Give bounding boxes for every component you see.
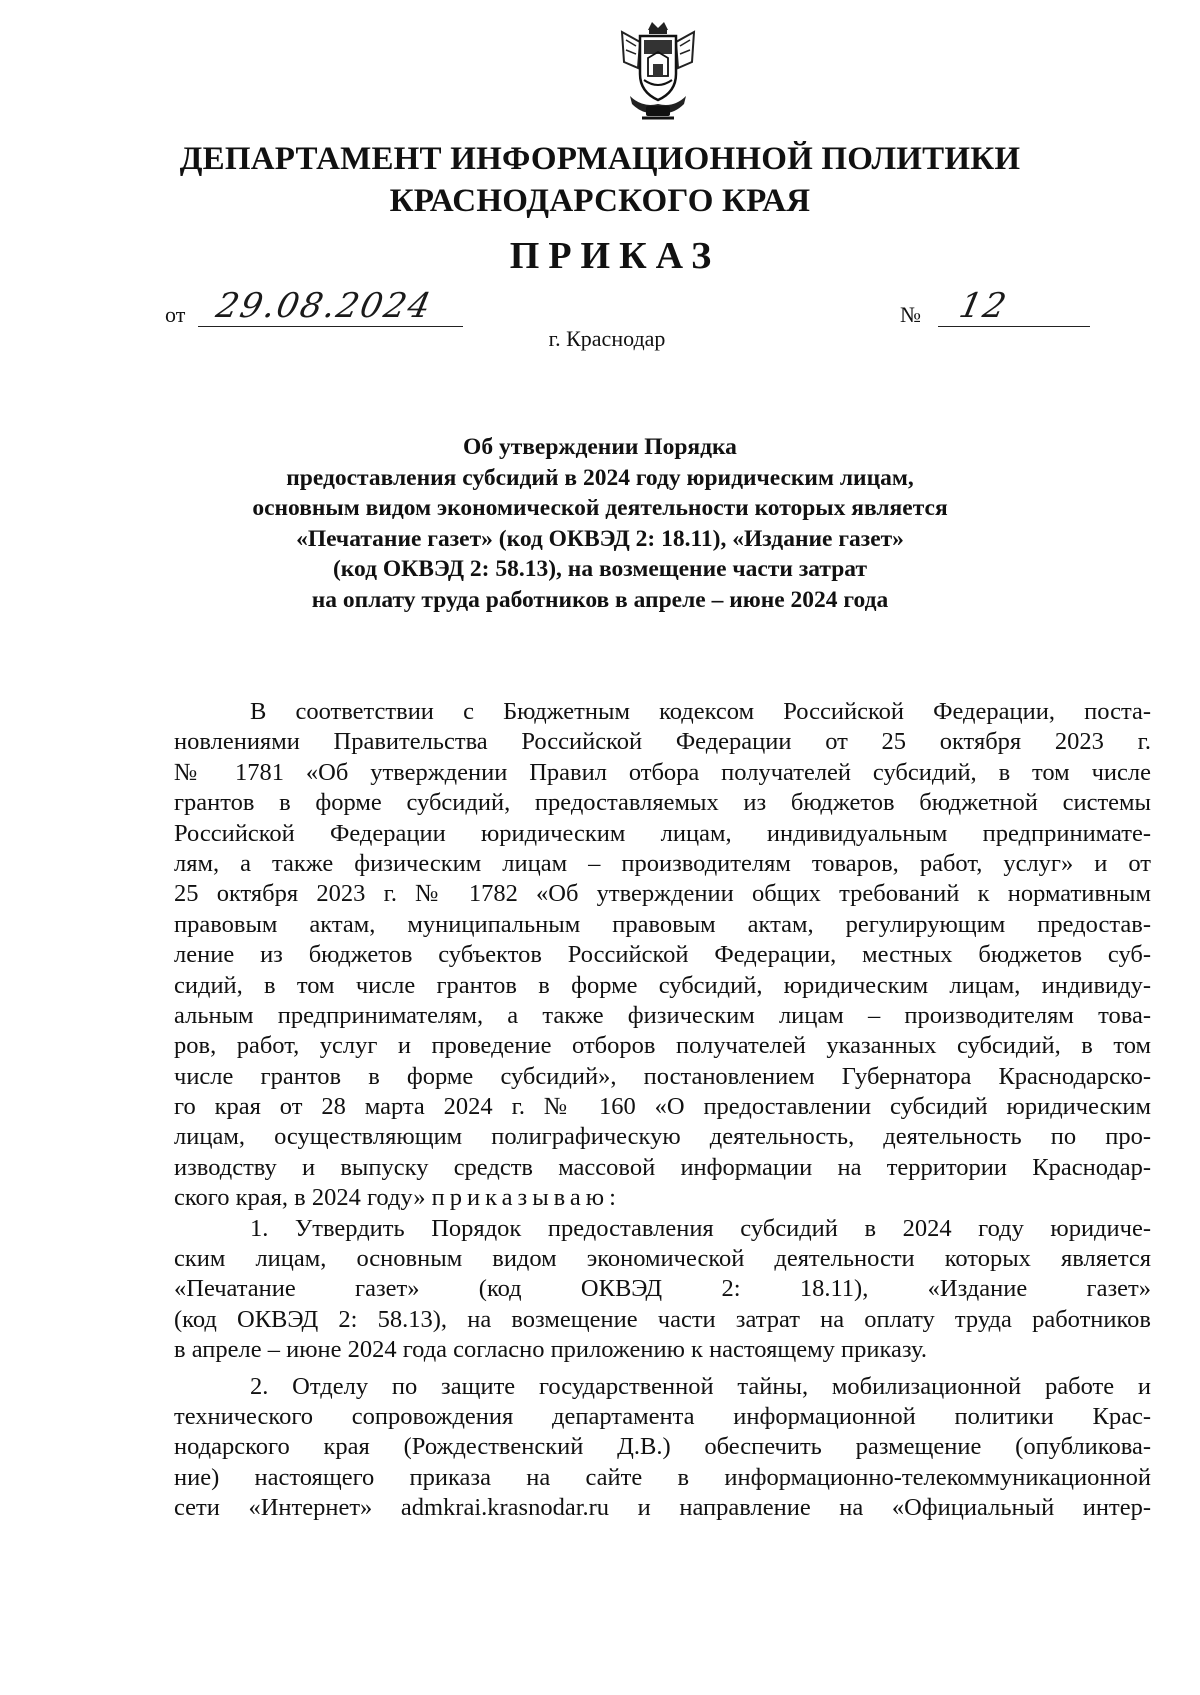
body-line: ров, работ, услуг и проведение отборов получателей указанных субсидий, в том <box>174 1032 1151 1060</box>
body-line: 25 октября 2023 г. № 1782 «Об утверждении общих требований к нормативным <box>174 880 1151 908</box>
subject-line: основным видом экономической деятельности которых является <box>252 495 948 522</box>
body-line: В соответствии с Бюджетным кодексом Российской Федерации, поста- <box>250 698 1151 725</box>
body-line-last <box>174 1183 1151 1213</box>
body-line: сидий, в том числе грантов в форме субсидий, юридическим лицам, индивиду- <box>174 971 1151 999</box>
body-line: ским лицам, основным видом экономической деятельности которых является <box>174 1245 1151 1273</box>
number-handwritten: 12 <box>955 286 1012 326</box>
item-1-paragraph <box>174 1214 1151 1366</box>
body-line: ление из бюджетов субъектов Российской Федерации, местных бюджетов суб- <box>174 941 1151 969</box>
body-line: числе грантов в форме субсидий», постановлением Губернатора Краснодарско- <box>174 1062 1151 1090</box>
city: г. Краснодар <box>548 326 666 351</box>
body-line: сети «Интернет» admkrai.krasnodar.ru и направление на «Официальный интер- <box>174 1494 1151 1522</box>
order-word: приказываю: <box>431 1184 621 1212</box>
date-handwritten: 29.08.2024 <box>212 286 436 326</box>
preamble-ending: ского края, в 2024 году» <box>174 1184 426 1212</box>
document-kind: ПРИКАЗ <box>509 235 721 277</box>
body-line: (код ОКВЭД 2: 58.13), на возмещение части затрат на оплату труда работников <box>174 1305 1151 1333</box>
subject-line: предоставления субсидий в 2024 году юридическим лицам, <box>286 464 914 491</box>
body-line: го края от 28 марта 2024 г. № 160 «О предоставлении субсидий юридическим <box>174 1093 1151 1121</box>
body-line: 2. Отделу по защите государственной тайны, мобилизационной работе и <box>250 1372 1151 1400</box>
body-line: правовым актам, муниципальным правовым актам, регулирующим предостав- <box>174 910 1151 938</box>
order-body <box>174 697 1151 1524</box>
subject-line: (код ОКВЭД 2: 58.13), на возмещение части затрат <box>332 556 867 583</box>
preamble-paragraph <box>174 697 1151 1214</box>
item-2-paragraph <box>174 1372 1151 1524</box>
body-line: «Печатание газет» (код ОКВЭД 2: 18.11), «Издание газет» <box>174 1275 1151 1303</box>
department-title-line1: ДЕПАРТАМЕНТ ИНФОРМАЦИОННОЙ ПОЛИТИКИ <box>179 141 1021 177</box>
body-line: нодарского края (Рождественский Д.В.) обеспечить размещение (опубликова- <box>174 1433 1151 1461</box>
body-line: ние) настоящего приказа на сайте в информационно-телекоммуникационной <box>174 1463 1151 1491</box>
body-line: альным предпринимателям, а также физическим лицам – производителям това- <box>174 1001 1151 1029</box>
subject-line: Об утверждении Порядка <box>463 434 737 460</box>
number-prefix: № <box>900 302 921 327</box>
body-line: лям, а также физическим лицам – производителям товаров, работ, услуг» и от <box>174 849 1151 877</box>
body-line: 1. Утвердить Порядок предоставления субсидий в 2024 году юридиче- <box>250 1214 1151 1242</box>
subject-line: на оплату труда работников в апреле – июне 2024 года <box>311 586 889 613</box>
body-line: технического сопровождения департамента информационной политики Крас- <box>174 1402 1151 1430</box>
body-line: лицам, осуществляющим полиграфическую деятельность, деятельность по про- <box>174 1123 1151 1151</box>
body-line: в апреле – июне 2024 года согласно приложению к настоящему приказу. <box>174 1336 927 1364</box>
krasnodar-coat-of-arms-icon <box>618 18 698 122</box>
body-line: изводству и выпуску средств массовой информации на территории Краснодар- <box>174 1153 1151 1181</box>
body-line: грантов в форме субсидий, предоставляемых из бюджетов бюджетной системы <box>174 789 1151 817</box>
body-line: новлениями Правительства Российской Федерации от 25 октября 2023 г. <box>174 728 1151 756</box>
body-line: Российской Федерации юридическим лицам, индивидуальным предпринимате- <box>174 819 1151 847</box>
body-line: № 1781 «Об утверждении Правил отбора получателей субсидий, в том числе <box>174 758 1151 786</box>
order-subject <box>0 432 1200 616</box>
department-title-line2: КРАСНОДАРСКОГО КРАЯ <box>389 183 811 219</box>
subject-line: «Печатание газет» (код ОКВЭД 2: 18.11), «Издание газет» <box>296 525 904 552</box>
department-title <box>0 138 1200 222</box>
date-prefix: от <box>165 302 186 327</box>
